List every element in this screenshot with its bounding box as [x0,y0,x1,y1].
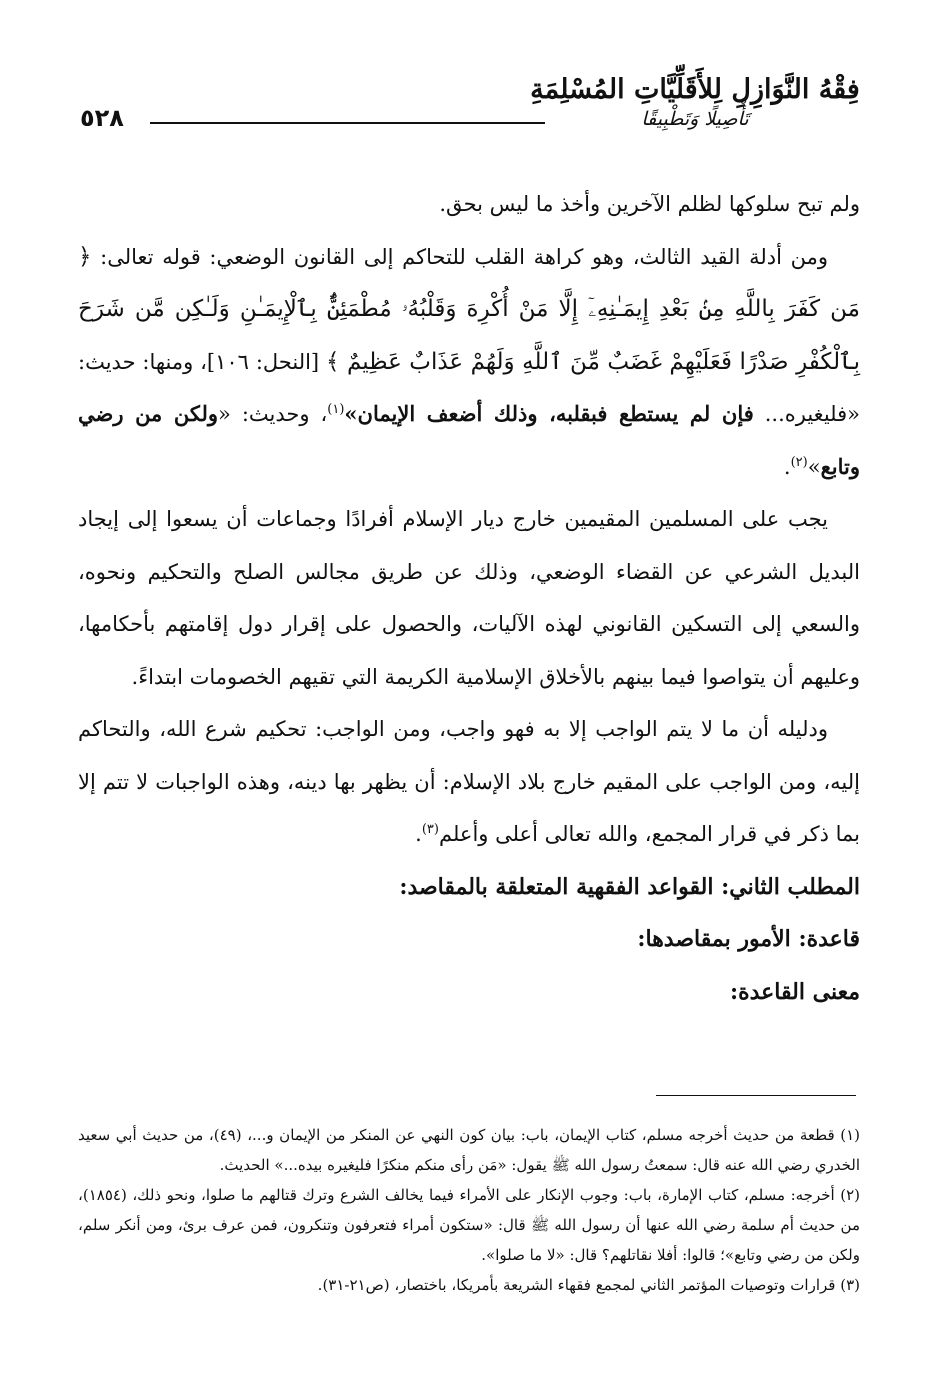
rule-meaning-heading: معنى القاعدة: [729,978,860,1005]
footnote-separator [656,1095,856,1096]
paragraph-4 [78,703,860,861]
paragraph-2-period: . [783,454,791,479]
page-number: ٥٢٨ [80,104,124,132]
header-rule [150,122,545,124]
paragraph-4-period: . [415,822,422,846]
paragraph-3: يجب على المسلمين المقيمين خارج ديار الإسلام أفرادًا وجماعات أن يسعوا إلى إيجاد البديل الشرعي عن القضاء الوضعي، وذلك عن طريق مجالس الصلح والتحكيم ونحوه، والسعي إلى التسكين القانوني لهذه الآليات، والحصول على إقرار دول إقامتهم بأحكامها، وعليهم أن يتواصوا فيما بينهم بالأخلاق الإسلامية الكريمة التي تقيهم الخصومات ابتداءً. [78,507,860,689]
paragraph-2-end: » [807,454,821,479]
footnote-ref-1: (١) [327,402,345,417]
paragraph-2-mid: ، وحديث: « [218,402,328,426]
hadith-2-text: ولكن من رضي وتابع [78,401,860,479]
hadith-1-text: فإن لم يستطع فبقلبه، وذلك أضعف الإيمان» [344,401,754,426]
footnote-3: (٣) قرارات وتوصيات المؤتمر الثاني لمجمع فقهاء الشريعة بأمريكا، باختصار، (ص٢١-٣١). [317,1276,860,1294]
quran-verse: ﴿ مَن كَفَرَ بِاللَّهِ مِنۢ بَعْدِ إِيمَـٰنِهِۦٓ إِلَّا مَنْ أُكْرِهَ وَقَلْبُهُۥ مُطْمَئِنٌّۢ بِٱلْإِيمَـٰنِ وَلَـٰكِن مَّن شَرَحَ بِٱلْكُفْرِ صَدْرًا فَعَلَيْهِمْ غَضَبٌ مِّنَ ٱللَّهِ وَلَهُمْ عَذَابٌ عَظِيمٌ ﴾ [78,243,860,375]
verse-reference: [النحل: ١٠٦]، ومنها: حديث: «فليغيره... [78,349,860,426]
footnote-1: (١) قطعة من حديث أخرجه مسلم، كتاب الإيمان، باب: بيان كون النهي عن المنكر من الإيمان و...، (٤٩)، من حديث أبي سعيد الخدري رضي الله عنه قال: سمعتُ رسول الله ﷺ يقول: «مَن رأى منكم منكرًا فليغيره بيده...» الحديث. [78,1126,860,1174]
page-header [70,70,860,150]
paragraph-4-text: ودليله أن ما لا يتم الواجب إلا به فهو واجب، ومن الواجب: تحكيم شرع الله، والتحاكم إليه، ومن الواجب على المقيم خارج بلاد الإسلام: أن يظهر بها دينه، وهذه الواجبات لا تتم إلا بما ذكر في قرار المجمع، والله تعالى أعلى وأعلم [78,717,860,846]
main-text [78,178,860,1018]
book-title-logo [530,76,860,130]
section-heading: المطلب الثاني: القواعد الفقهية المتعلقة بالمقاصد: [399,873,860,900]
book-title: فِقْهُ النَّوَازِلِ لِلأَقَلِّيَّاتِ المُسْلِمَةِ [530,74,860,105]
rule-title: قاعدة: الأمور بمقاصدها: [637,926,860,952]
footnote-ref-3: (٣) [421,822,439,837]
book-subtitle: تَأْصِيلًا وَتَطْبِيقًا [641,108,749,131]
paragraph-2 [78,231,860,494]
footnotes [78,1120,860,1300]
footnote-ref-2: (٢) [790,454,808,470]
paragraph-2-intro: ومن أدلة القيد الثالث، وهو كراهة القلب للتحاكم إلى القانون الوضعي: قوله تعالى: [100,244,828,269]
footnote-2: (٢) أخرجه: مسلم، كتاب الإمارة، باب: وجوب الإنكار على الأمراء فيما يخالف الشرع وترك قتالهم ما صلوا، ونحو ذلك، (١٨٥٤)، من حديث أم سلمة رضي الله عنها أن رسول الله ﷺ قال: «ستكون أمراء فتعرفون وتنكرون، فمن عرف برئ، ومن أنكر سلم، ولكن من رضي وتابع»؛ قالوا: أفلا نقاتلهم؟ قال: «لا ما صلوا». [78,1186,860,1264]
paragraph-1: ولم تبح سلوكها لظلم الآخرين وأخذ ما ليس بحق. [439,192,860,216]
